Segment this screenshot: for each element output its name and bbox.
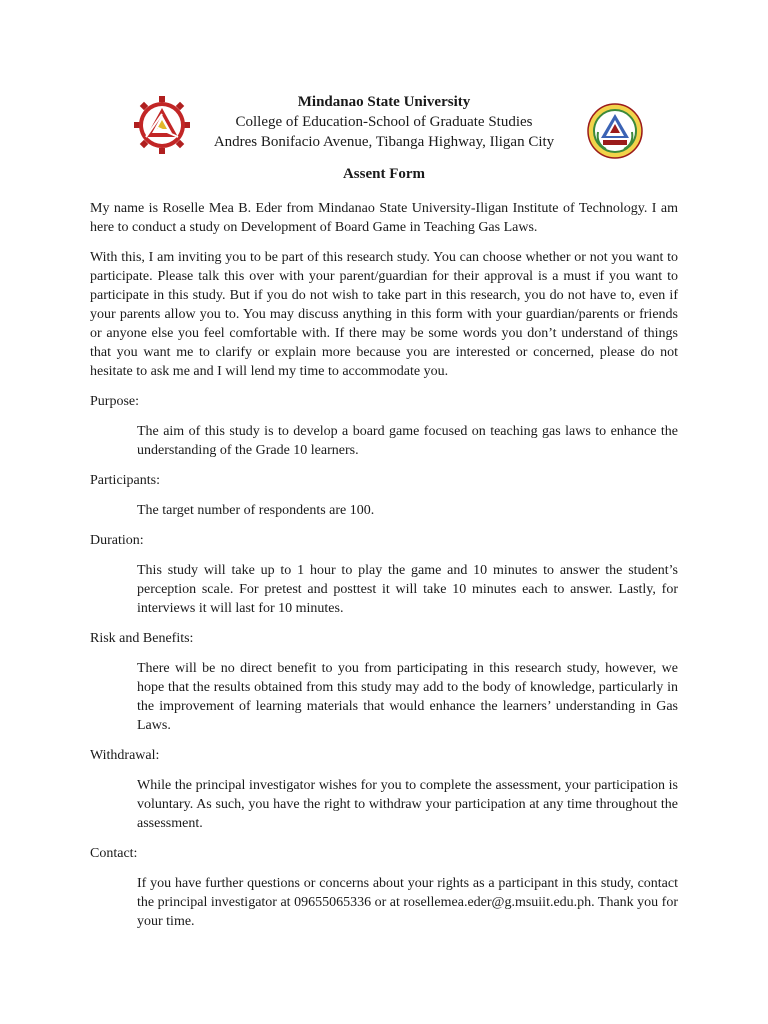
address: Andres Bonifacio Avenue, Tibanga Highway, Iligan City: [213, 134, 555, 150]
risk-heading: Risk and Benefits:: [90, 631, 194, 646]
withdrawal-text: While the principal investigator wishes for you to complete the assessment, your participation is voluntary. As such, you have the right to withdraw your participation at any time throughout the assessment.: [137, 778, 678, 831]
invitation-paragraph: With this, I am inviting you to be part of this research study. You can choose whether or not you want to participate. Please talk this over with your parent/guardian for their approval is a must if you want to participate in this study. But if you do not wish to take part in this research, you do not have to, even if your parents allow you to. You may discuss anything in this form with your guardian/parents or friends or anyone else you feel comfortable with. If there may be some words you don’t understand of things that you want me to clarify or explain more because you are interested or concerned, please do not hesitate to ask me and I will lend my time to accommodate you.: [90, 250, 678, 379]
purpose-text: The aim of this study is to develop a board game focused on teaching gas laws to enhance the understanding of the Grade 10 learners.: [137, 424, 678, 458]
contact-heading: Contact:: [90, 846, 138, 861]
form-body: [90, 199, 678, 942]
university-name: Mindanao State University: [297, 94, 471, 110]
withdrawal-heading: Withdrawal:: [90, 748, 160, 763]
participants-text: The target number of respondents are 100.: [137, 503, 375, 518]
intro-paragraph: My name is Roselle Mea B. Eder from Mindanao State University-Iligan Institute of Technology. I am here to conduct a study on Development of Board Game in Teaching Gas Laws.: [90, 201, 678, 235]
college-name: College of Education-School of Graduate Studies: [235, 114, 533, 130]
letterhead: [150, 92, 618, 152]
duration-text: This study will take up to 1 hour to play the game and 10 minutes to answer the student’s perception scale. For pretest and posttest it will take 10 minutes each to answer. Lastly, for interviews it will last for 10 minutes.: [137, 563, 678, 616]
purpose-heading: Purpose:: [90, 394, 139, 409]
duration-heading: Duration:: [90, 533, 144, 548]
form-title: Assent Form: [342, 166, 426, 182]
participants-heading: Participants:: [90, 473, 160, 488]
contact-text: If you have further questions or concerns about your rights as a participant in this study, contact the principal investigator at 09655065336 or at rosellemea.eder@g.msuiit.edu.ph. Thank you for your time.: [137, 876, 679, 929]
risk-text: There will be no direct benefit to you from participating in this research study, however, we hope that the results obtained from this study may add to the body of knowledge, particularly in the improvement of learning materials that would enhance the learners’ understanding in Gas Laws.: [137, 661, 678, 733]
